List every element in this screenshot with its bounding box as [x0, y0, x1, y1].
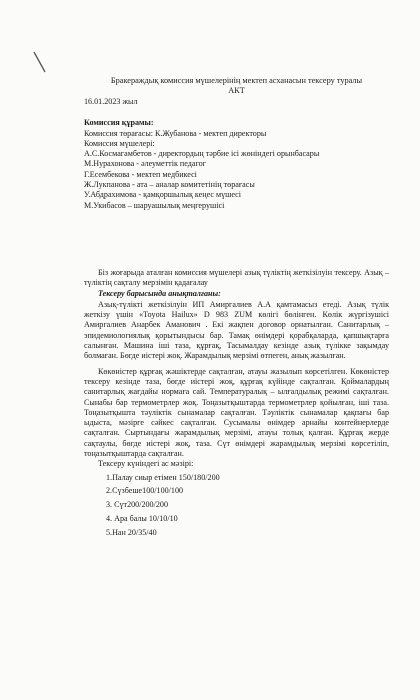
member-line: Ж.Лукпанова - ата – аналар комитетінің төрағасы	[84, 180, 255, 190]
member-line: М.Укибасов – шаруашылық меңгерушісі	[84, 200, 225, 210]
commission-chair: Комиссия төрағасы: К.Жубанова - мектеп директоры	[84, 128, 267, 138]
intro-paragraph: Біз жоғарыда аталған комиссия мүшелері азық түліктің жеткізілуін тексеру. Азық – түліктің сақталу мерзімін қадағалау	[84, 267, 389, 288]
menu-list	[106, 473, 389, 538]
menu-item: 1.Палау сиыр етімен 150/180/200	[106, 472, 220, 482]
findings-paragraph-1: Азық-түлікті жеткізілуін ИП Амиргалиев А.А қамтамасыз етеді. Азық түлік жеткізу үшін «Toyota Hailux» D 983 ZUM көлігі бөлінген. Көлік жүргізушісі Амиргалиев Анарбек Аманович . Екі жақпен договор орнатылған. Санитарлық – эпидемиологиялық қорытындысы бар. Тамақ өнімдері қорабқаларда, қапшықтарға салынған. Машина іші таза, құрғақ, Тасымалдау кезінде азық түлікке зақымдау болмаған. Бөгде иістері жоқ. Жарамдылық мерзімі өтпеген, анық жазылған.	[84, 299, 389, 361]
act-document	[84, 76, 389, 542]
document-title	[84, 76, 389, 96]
menu-heading: Тексеру күніндегі ас мәзірі:	[98, 459, 194, 469]
commission-section	[84, 118, 389, 211]
member-line: А.С.Космагамбетов - директордың тәрбие ісі жөніндегі орынбасары	[84, 149, 320, 159]
menu-item: 3. Сүт200/200/200	[106, 500, 168, 510]
title-line-2: АКТ	[228, 86, 245, 95]
menu-item: 2.Сүзбеше100/100/100	[106, 486, 184, 496]
title-line-1: Бракераждық комиссия мүшелерінің мектеп асханасын тексеру туралы	[110, 76, 363, 85]
pen-stroke-mark	[30, 50, 50, 74]
member-line: М.Нурахонова - әлеуметтік педагог	[84, 159, 206, 169]
document-date: 16.01.2023 жыл	[84, 97, 138, 106]
findings-heading: Тексеру барысында анықталғаны:	[98, 288, 221, 298]
member-line: Г.Есембекова - мектеп медбикесі	[84, 169, 197, 179]
menu-item: 5.Нан 20/35/40	[106, 527, 157, 537]
members-heading: Комиссия мүшелері:	[84, 138, 155, 148]
menu-item: 4. Ара балы 10/10/10	[106, 514, 178, 523]
member-line: У.Абдрахимова - қамқоршылық кеңес мүшесі	[84, 190, 242, 200]
commission-heading: Комиссия құрамы:	[84, 118, 154, 128]
findings-paragraph-2: Көкөністер құрғақ жәшіктерде сақталған, атауы жазылып көрсетілген. Көкөністер тексеру кезінде таза, бөгде иістері жоқ, құрғақ күйінде сақталған. Қоймалардың санитарлық жағдайы нормаға сай. Температуралық – ылғалдылық режимі сақталған. Сынабы бар термометрлер жоқ. Тоңазытқыштарда термометрлер қойылған, іші таза. Тоңазытқышта тәуліктік сынамалар сақталған. Тәуліктік сынамалар қақпағы бар ыдыста, мәзірге сәйкес сақталған. Сусымалы өнімдер арнайы контейнерлерде сақталған. Сыртындағы жарамдылық мерзімі, атауы толық қалған. Құрғақ жерде сақтаулы, бөгде иістері жоқ, таза. Сүт өнімдері жарамдылық мерзімі көрсетіліп, тоңазытқыштарда сақталған.	[84, 366, 389, 459]
